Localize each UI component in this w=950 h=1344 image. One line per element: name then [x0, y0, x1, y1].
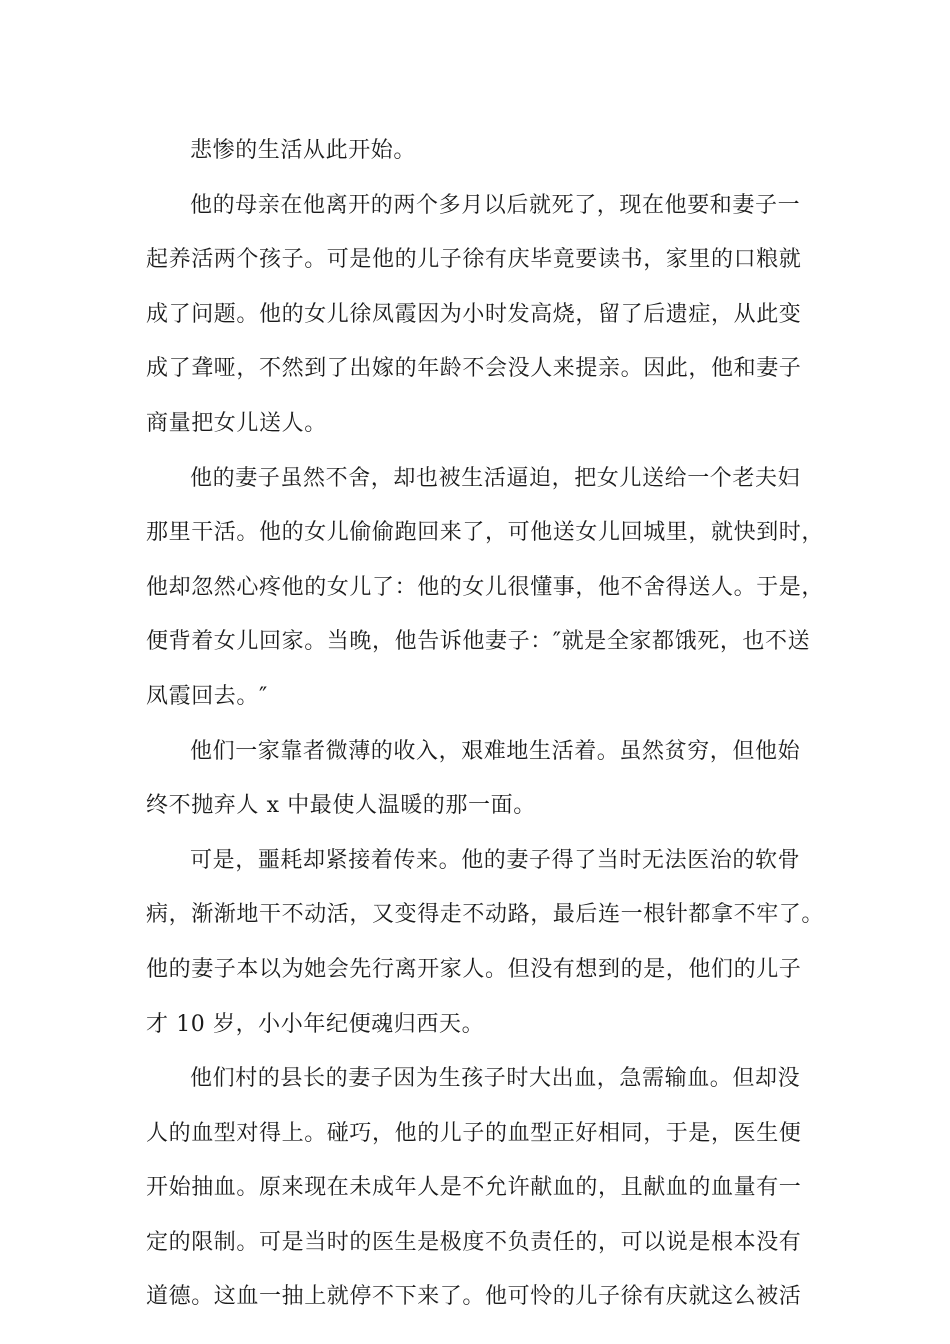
document-body: [146, 133, 825, 1334]
text-line: 定的限制。可是当时的医生是极度不负责任的，可以说是根本没有: [146, 1229, 802, 1255]
text-line: 才 10 岁，小小年纪便魂归西天。: [146, 1011, 485, 1037]
text-line: 他的妻子虽然不舍，却也被生活逼迫，把女儿送给一个老夫妇: [190, 465, 801, 491]
text-line: 他却忽然心疼他的女儿了：他的女儿很懂事，他不舍得送人。于是，: [146, 574, 825, 600]
text-line: 病，渐渐地干不动活，又变得走不动路，最后连一根针都拿不牢了。: [146, 902, 825, 928]
text-line: 商量把女儿送人。: [146, 410, 327, 436]
text-line: 开始抽血。原来现在未成年人是不允许献血的，且献血的血量有一: [146, 1175, 802, 1201]
text-line: 便背着女儿回家。当晚，他告诉他妻子：″就是全家都饿死，也不送: [146, 629, 811, 655]
text-line: 他们一家靠者微薄的收入，艰难地生活着。虽然贫穷，但他始: [190, 738, 801, 764]
text-line: 凤霞回去。″: [146, 683, 268, 709]
text-line: 他的母亲在他离开的两个多月以后就死了，现在他要和妻子一: [190, 192, 801, 218]
text-line: 他们村的县长的妻子因为生孩子时大出血，急需输血。但却没: [190, 1066, 801, 1092]
text-line: 可是，噩耗却紧接着传来。他的妻子得了当时无法医治的软骨: [190, 847, 801, 873]
text-line: 成了问题。他的女儿徐凤霞因为小时发高烧，留了后遗症，从此变: [146, 301, 802, 327]
text-line: 成了聋哑，不然到了出嫁的年龄不会没人来提亲。因此，他和妻子: [146, 356, 802, 382]
text-line: 悲惨的生活从此开始。: [190, 138, 417, 163]
text-line: 终不抛弃人 x 中最使人温暖的那一面。: [146, 793, 536, 819]
text-line: 那里干活。他的女儿偷偷跑回来了，可他送女儿回城里，就快到时，: [146, 520, 825, 546]
text-line: 他的妻子本以为她会先行离开家人。但没有想到的是，他们的儿子: [146, 956, 802, 982]
text-line: 起养活两个孩子。可是他的儿子徐有庆毕竟要读书，家里的口粮就: [146, 247, 802, 273]
text-line: 道德。这血一抽上就停不下来了。他可怜的儿子徐有庆就这么被活: [146, 1284, 802, 1310]
text-line: 人的血型对得上。碰巧，他的儿子的血型正好相同，于是，医生便: [146, 1120, 802, 1146]
